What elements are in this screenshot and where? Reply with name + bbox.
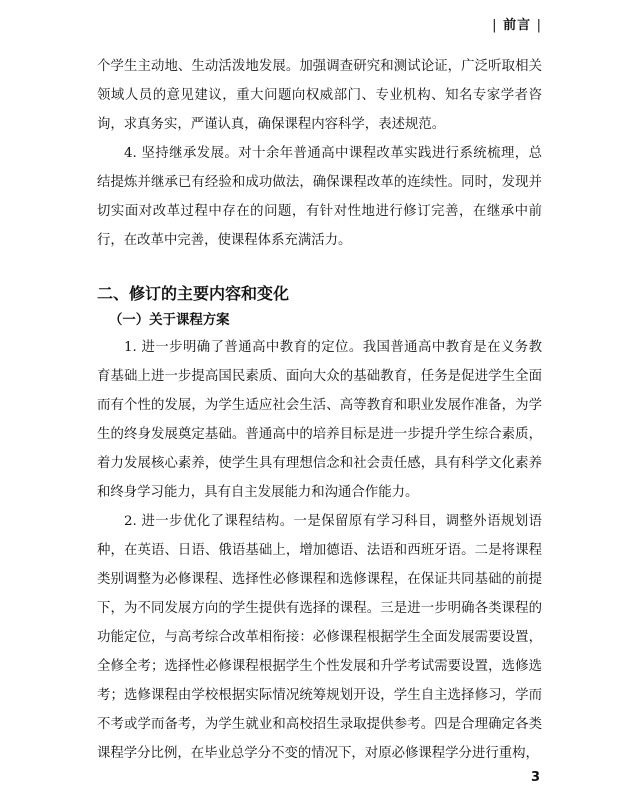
subsection-heading: （一）关于课程方案: [109, 313, 230, 328]
paragraph-item-1: 1. 进一步明确了普通高中教育的定位。我国普通高中教育是在义务教育基础上进一步提高国民素质、面向大众的基础教育，任务是促进学生全面而有个性的发展，为学生适应社会生活、高等教育和职业发展作准备，为学生的终身发展奠定基础。普通高中的培养目标是进一步提升学生综合素质，着力发展核心素养，使学生具有理想信念和社会责任感，具有科学文化素养和终身学习能力，具有自主发展能力和沟通合作能力。: [97, 340, 542, 500]
section-heading: 二、修订的主要内容和变化: [97, 284, 290, 303]
paragraph-principle-4: 4. 坚持继承发展。对十余年普通高中课程改革实践进行系统梳理，总结提炼并继承已有经验和成功做法，确保课程改革的连续性。同时，发现并切实面对改革过程中存在的问题，有针对性地进行修订完善，在继承中前行，在改革中完善，使课程体系充满活力。: [97, 146, 542, 248]
paragraph-continued: 个学生主动地、生动活泼地发展。加强调查研究和测试论证，广泛听取相关领域人员的意见建议，重大问题向权威部门、专业机构、知名专家学者咨询，求真务实，严谨认真，确保课程内容科学，表述规范。: [97, 59, 542, 132]
paragraph-item-2: 2. 进一步优化了课程结构。一是保留原有学习科目，调整外语规划语种，在英语、日语、俄语基础上，增加德语、法语和西班牙语。二是将课程类别调整为必修课程、选择性必修课程和选修课程，在保证共同基础的前提下，为不同发展方向的学生提供有选择的课程。三是进一步明确各类课程的功能定位，与高考综合改革相衔接：必修课程根据学生全面发展需要设置，全修全考；选择性必修课程根据学生个性发展和升学考试需要设置，选修选考；选修课程由学校根据实际情况统筹规划开设，学生自主选择修习，学而不考或学而备考，为学生就业和高校招生录取提供参考。四是合理确定各类课程学分比例，在毕业总学分不变的情况下，对原必修课程学分进行重构，: [97, 514, 542, 761]
running-header: [492, 14, 542, 33]
header-title: 前言: [503, 18, 532, 33]
page-number: 3: [530, 770, 540, 785]
section-spacer: [97, 255, 542, 279]
header-bar-right: |: [536, 18, 542, 33]
page-body: [97, 52, 542, 768]
header-bar-left: |: [492, 18, 498, 33]
